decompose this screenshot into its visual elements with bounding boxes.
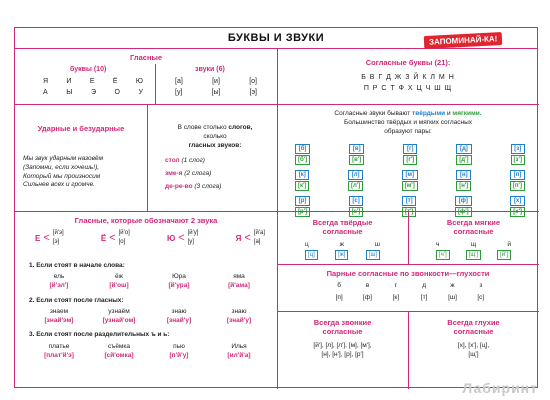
soft-sound: [т'] [402, 207, 416, 217]
vowel-letter: Ё [100, 233, 107, 243]
vowel-letter: Е [35, 233, 41, 243]
word: [знай'у] [166, 316, 192, 324]
sound-bottom: [у] [187, 239, 194, 245]
two-sound-letter [101, 229, 130, 247]
pair-cell [456, 170, 471, 191]
word: [узнай'ом] [102, 316, 136, 324]
rule2-words [29, 308, 269, 326]
two-sound-letter [35, 229, 64, 247]
voiceless-heading: Всегда глухие согласные [447, 318, 500, 336]
hard-sound: [с] [349, 196, 364, 206]
soft-sound: [ф'] [455, 207, 472, 217]
brace-icon: < [244, 232, 251, 244]
soft-heading: Всегда мягкие согласные [446, 218, 501, 236]
hard-sound: [р] [295, 196, 310, 206]
hard-sound: [д] [456, 144, 471, 154]
vowel-letters-label: буквы (10) [70, 66, 107, 73]
voiced-sounds: [й'], [л], [л'], [м], [м'], [н], [н'], [р], [р'] [313, 342, 372, 358]
soft-sound: [п'] [510, 181, 525, 191]
vowel-sounds-row2: [у] [ы] [э] [175, 89, 257, 96]
voiced-pairs-heading: Парные согласные по звонкости—глухости [326, 269, 490, 278]
remember-badge: ЗАПОМИНАЙ-КА! [424, 32, 503, 49]
sound-top: [й'э] [52, 230, 64, 236]
hard-letters: ц ж ш [ц] [ж] [ш] [305, 241, 380, 258]
vowel-letters-row1: Я И Е Ё Ю [43, 78, 143, 85]
soft-sound: [м'] [402, 181, 418, 191]
brace-icon: < [178, 232, 185, 244]
pair-cell [511, 144, 525, 165]
pair-cell [455, 196, 472, 217]
soft-sound: [с'] [349, 207, 364, 217]
vowel-letter: Я [235, 233, 242, 243]
word: [й'эл'] [49, 281, 69, 289]
rule2-label: 2. Если стоят после гласных: [29, 297, 124, 304]
vowel-letters-row2: А Ы Э О У [43, 89, 143, 96]
rule1-label: 1. Если стоят в начале слова: [29, 262, 125, 269]
consonants-heading: Согласные буквы (21): [365, 58, 451, 67]
divider [147, 104, 148, 211]
divider [155, 64, 156, 104]
word: ель [53, 273, 65, 280]
word: [знай'эм] [44, 316, 74, 324]
stress-heading: Ударные и безударные [37, 124, 125, 133]
hard-heading: Всегда твёрдые согласные [312, 218, 373, 236]
soft-sound: [з'] [511, 155, 525, 165]
word: [с] [477, 293, 485, 301]
pairs-row [295, 196, 525, 217]
soft-letters: ч щ й [ч'] [щ'] [й'] [436, 241, 511, 258]
word: [п'й'у] [169, 351, 189, 359]
two-sounds-heading: Гласные, которые обозначают 2 звука [74, 216, 218, 225]
pair-cell [349, 144, 364, 165]
sound-pair [53, 229, 64, 247]
word: [ш] [448, 293, 457, 301]
word: [плат'й'э] [44, 351, 74, 359]
consonants-row1: Б В Г Д Ж З Й К Л М Н [361, 74, 455, 81]
pair-cell [510, 196, 525, 217]
consonants-row2: П Р С Т Ф Х Ц Ч Ш Щ [363, 85, 453, 92]
hard-sound: [л] [348, 170, 363, 180]
word: [ф] [363, 293, 372, 301]
soft-sound: [л'] [348, 181, 363, 191]
page-title: БУКВЫ И ЗВУКИ [227, 32, 325, 44]
vowels-heading: Гласные [129, 53, 163, 62]
divider [15, 48, 537, 49]
word: знаем [49, 308, 69, 315]
soft-sound: [р'] [295, 207, 310, 217]
sound-bottom: [э] [52, 239, 60, 245]
brace-icon: < [109, 232, 116, 244]
syllables-examples: стол (1 слог) зме-я (2 слога) де-ре-во (3 слога) [165, 157, 222, 190]
soft-sound: [б'] [295, 155, 310, 165]
pairs-row [295, 144, 525, 165]
sound-bottom: [о] [118, 239, 126, 245]
two-sound-letter [236, 229, 265, 247]
soft-sound: [в'] [349, 155, 364, 165]
rule3-words [29, 343, 269, 361]
word: узнаём [108, 308, 130, 315]
vowel-letter: Ю [166, 233, 176, 243]
hard-sound: [т] [402, 196, 416, 206]
word: [п] [335, 293, 343, 301]
pair-cell [348, 170, 363, 191]
sound-bottom: [а] [253, 239, 261, 245]
sound-top: [й'о] [118, 230, 130, 236]
pair-cell [402, 196, 416, 217]
divider [15, 211, 539, 212]
divider [277, 264, 539, 265]
sound-top: [й'у] [187, 230, 199, 236]
hard-sound: [б] [295, 144, 310, 154]
voiceless-sounds: [х], [х'], [ц], [щ'] [457, 342, 490, 358]
soft-sound: [к'] [295, 181, 309, 191]
soft-sound: [х'] [510, 207, 525, 217]
poster-card [14, 27, 538, 388]
stress-poem: Мы звук ударным назовём (Запомни, если хочешь!), Который мы произносим Сильнее всех и громче. [23, 155, 104, 189]
word: [к] [392, 293, 400, 301]
divider [277, 104, 539, 105]
word: [й'ама] [228, 281, 250, 289]
hard-sound: [п] [510, 170, 525, 180]
sound-pair [254, 229, 265, 247]
word: [й'ош] [109, 281, 129, 289]
voiced-heading: Всегда звонкие согласные [313, 318, 372, 336]
hard-sound: [к] [295, 170, 309, 180]
pair-cell [295, 196, 310, 217]
two-sound-letter [167, 229, 199, 247]
pair-cell [403, 144, 417, 165]
hard-sound: [м] [402, 170, 418, 180]
word: б [337, 282, 342, 289]
word: ёж [115, 273, 123, 280]
sound-pair [188, 229, 199, 247]
word: [знай'у] [226, 316, 252, 324]
pair-cell [456, 144, 471, 165]
word: пью [173, 343, 185, 350]
word: платье [48, 343, 70, 350]
word: [ил'й'а] [227, 351, 251, 359]
word: яма [233, 273, 245, 280]
rule3-label: 3. Если стоят после разделительных ъ и ь: [29, 331, 170, 338]
hard-sound: [г] [403, 144, 417, 154]
vowel-sounds-label: звуки (6) [195, 66, 225, 73]
word: [й'ура] [168, 281, 190, 289]
pair-cell [402, 170, 418, 191]
word: знаю [231, 308, 247, 315]
word: Юра [172, 273, 186, 280]
hard-sound: [х] [510, 196, 525, 206]
two-sounds-letters [35, 229, 265, 247]
hard-sound: [в] [349, 144, 364, 154]
word: д [422, 282, 427, 289]
word: Илья [231, 343, 247, 350]
sound-pair [119, 229, 130, 247]
voiced-pairs-table [325, 282, 495, 303]
word: ж [450, 282, 455, 289]
word: г [394, 282, 397, 289]
word: съёмка [108, 343, 130, 350]
sound-top: [й'а] [253, 230, 265, 236]
pair-cell [510, 170, 525, 191]
soft-sound: [г'] [403, 155, 417, 165]
rule1-words [29, 273, 269, 291]
word: знаю [171, 308, 187, 315]
pair-cell [349, 196, 364, 217]
pair-cell [295, 170, 309, 191]
pair-cell [295, 144, 310, 165]
word: [сй'омка] [104, 351, 134, 359]
syllables-rule: В слове столько слогов, сколько гласных звуков: [177, 124, 253, 149]
word: з [479, 282, 483, 289]
word: [т] [420, 293, 428, 301]
divider [15, 104, 277, 105]
vowel-sounds-row1: [а] [и] [о] [175, 78, 257, 85]
pairs-intro: Согласные звуки бывают твёрдыми и мягкими. Большинство твёрдых и мягких согласных образуют пары: [334, 110, 482, 135]
soft-sound: [д'] [456, 155, 471, 165]
hard-sound: [н] [456, 170, 471, 180]
hard-sound: [ф] [455, 196, 472, 206]
watermark-logo: Лабиринт [462, 380, 538, 396]
hard-sound: [з] [511, 144, 525, 154]
word: в [365, 282, 370, 289]
pairs-row [295, 170, 525, 191]
soft-sound: [н'] [456, 181, 471, 191]
brace-icon: < [43, 232, 50, 244]
